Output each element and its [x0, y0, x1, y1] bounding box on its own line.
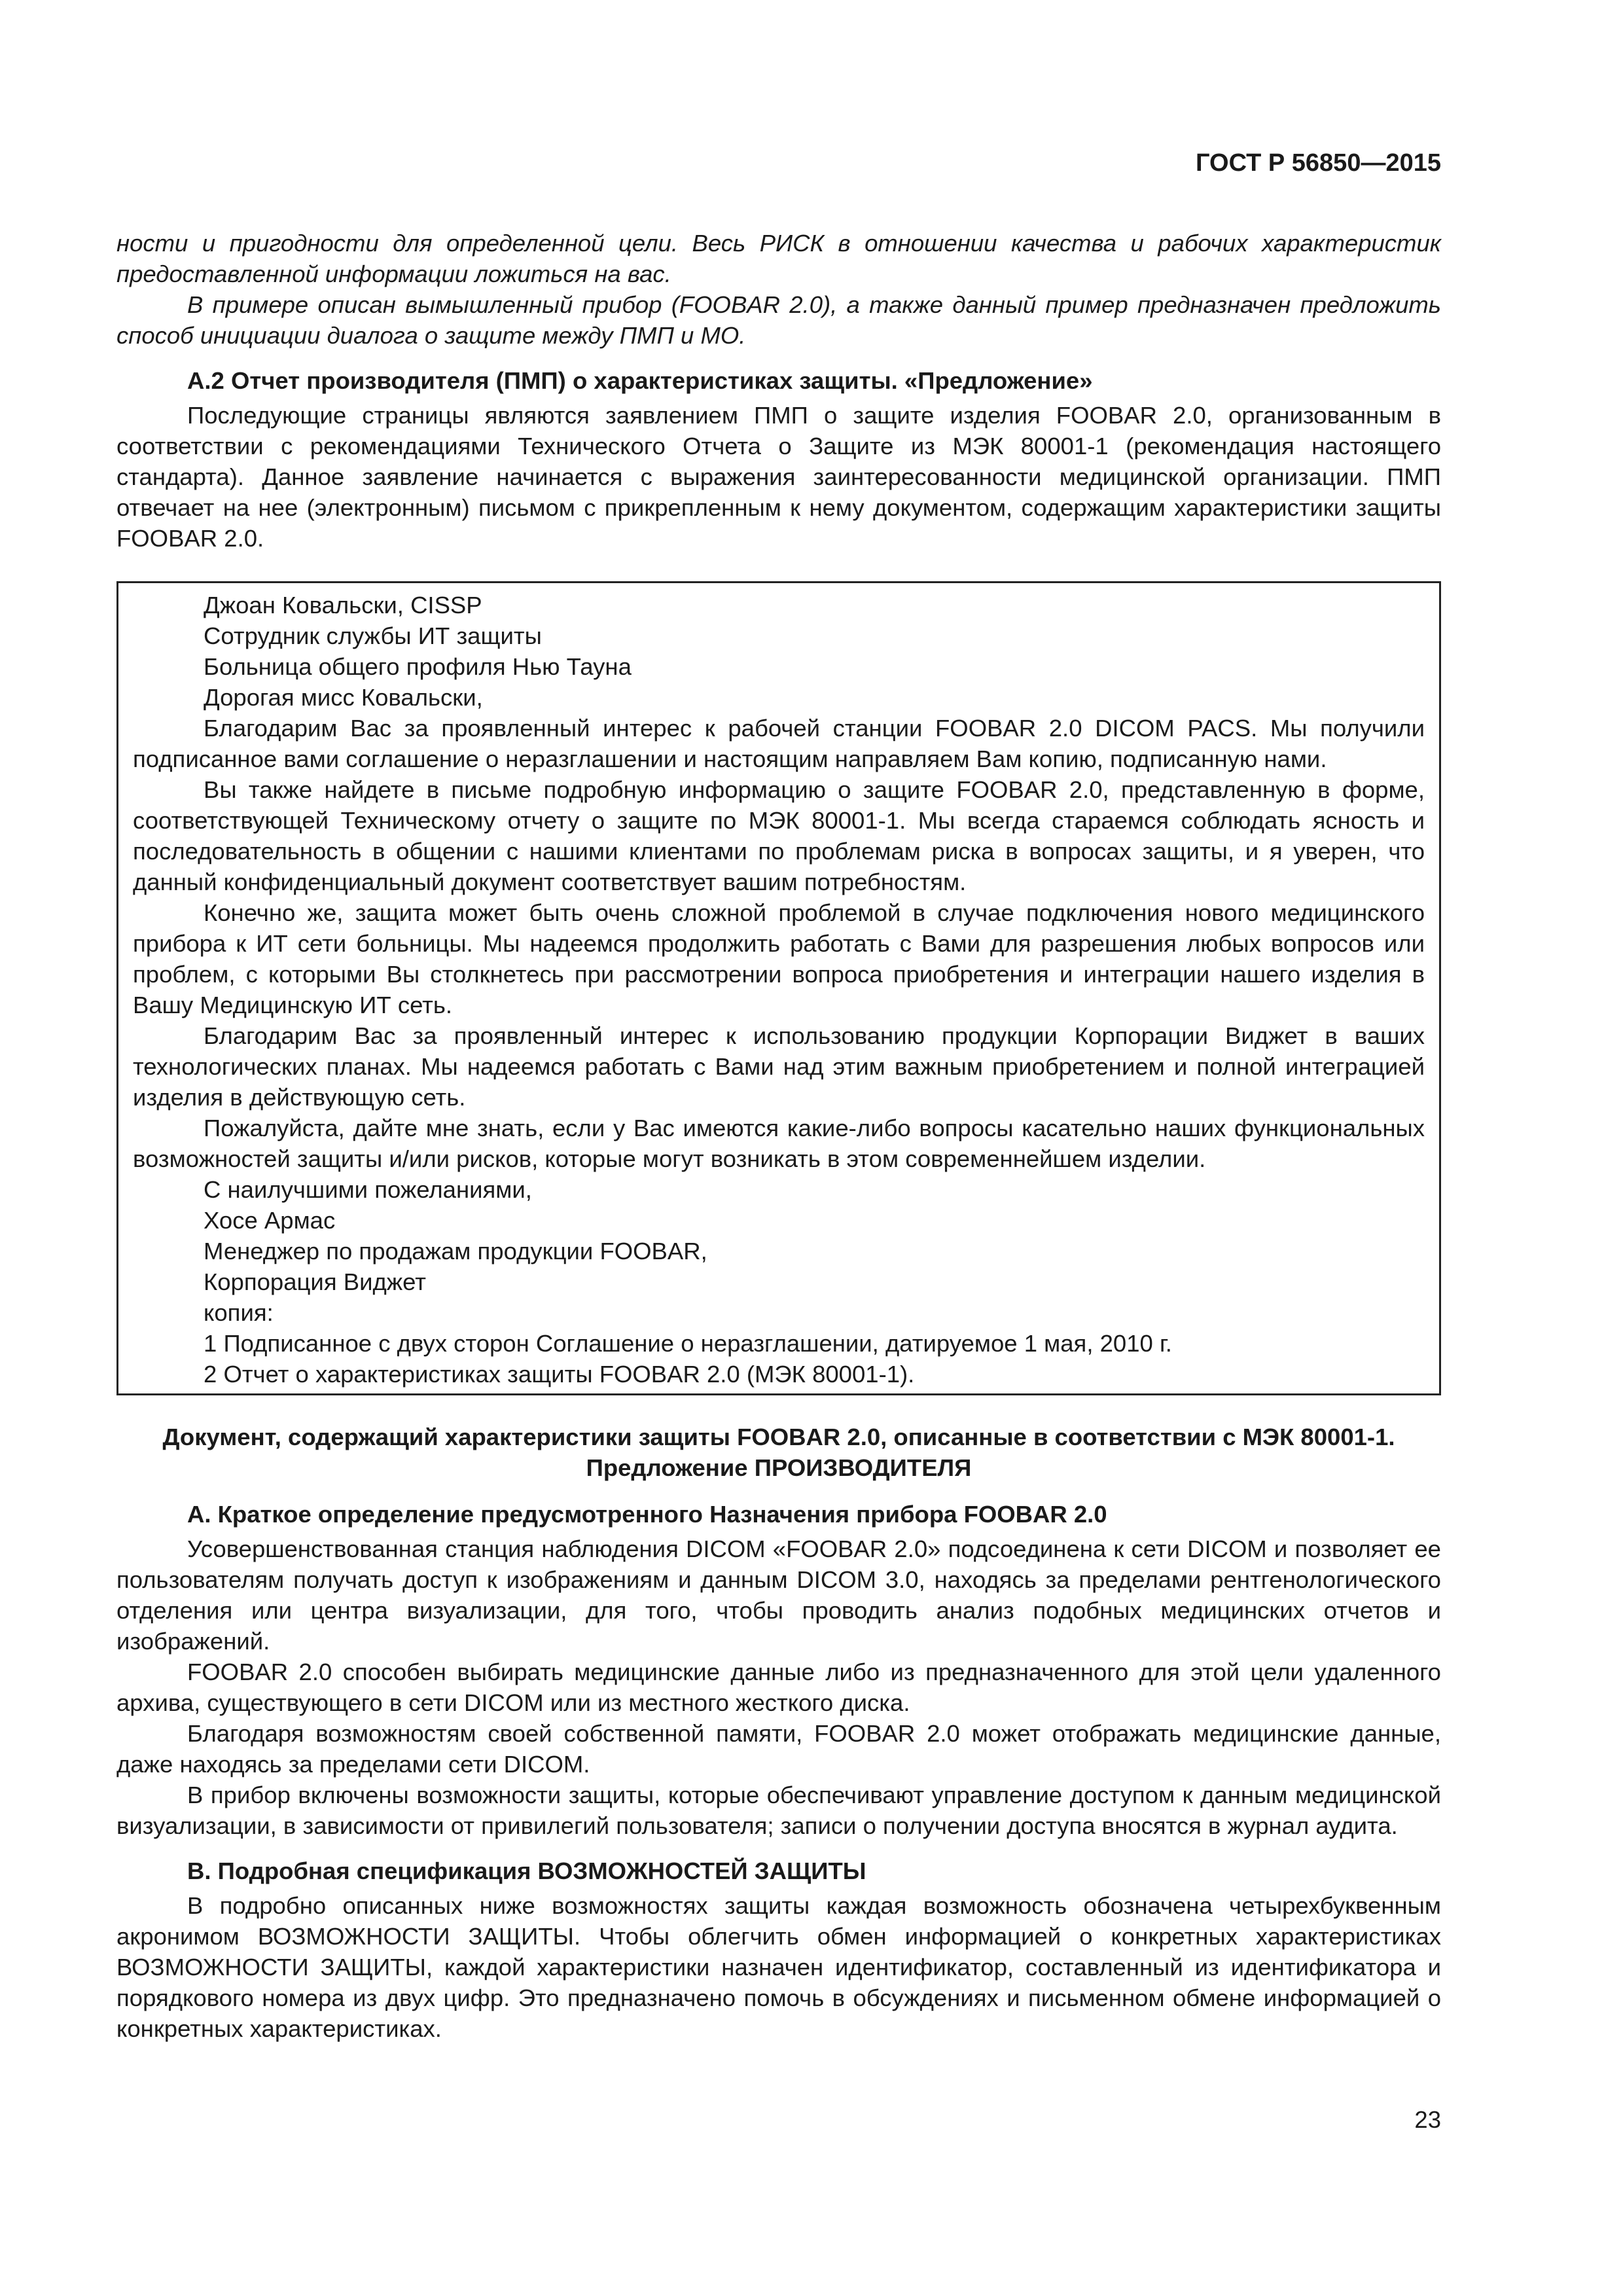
letter-addressee-name: Джоан Ковальски, CISSP: [204, 592, 482, 619]
letter-salutation: Дорогая мисс Ковальски,: [204, 684, 483, 711]
letter-copy-label: копия:: [204, 1299, 274, 1326]
letter-signature-company: Корпорация Виджет: [204, 1268, 426, 1295]
intro-paragraph-1: ности и пригодности для определенной цели. Весь РИСК в отношении качества и рабочих характеристик предоставленной информации ложиться на вас.: [116, 230, 1441, 287]
letter-signature-name: Хосе Армас: [204, 1207, 336, 1234]
section-a-paragraph-1: Усовершенствованная станция наблюдения DICOM «FOOBAR 2.0» подсоединена к сети DICOM и позволяет ее пользователям получать доступ к изображениям и данным DICOM 3.0, находясь за пределами рентгенологического отделения или центра визуализации, для того, чтобы проводить анализ подобных медицинских отчетов и изображений.: [116, 1535, 1441, 1655]
section-a2-heading: А.2 Отчет производителя (ПМП) о характеристиках защиты. «Предложение»: [187, 367, 1093, 394]
section-b-heading: B. Подробная спецификация ВОЗМОЖНОСТЕЙ ЗАЩИТЫ: [187, 1857, 866, 1884]
section-a2-paragraph: Последующие страницы являются заявлением ПМП о защите изделия FOOBAR 2.0, организованным в соответствии с рекомендациями Технического Отчета о Защите из МЭК 80001-1 (рекомендация настоящего стандарта). Данное заявление начинается с выражения заинтересованности медицинской организации. ПМП отвечает на нее (электронным) письмом с прикрепленным к нему документом, содержащим характеристики защиты FOOBAR 2.0.: [116, 402, 1441, 552]
letter-body-4: Благодарим Вас за проявленный интерес к использованию продукции Корпорации Виджет в ваших технологических планах. Мы надеемся работать с Вами над этим важным приобретением и полной интеграцией изделия в действующую сеть.: [133, 1022, 1425, 1111]
intro-paragraph-2: В примере описан вымышленный прибор (FOOBAR 2.0), а также данный пример предназначен предложить способ инициации диалога о защите между ПМП и МО.: [116, 291, 1441, 349]
section-a-paragraph-4: В прибор включены возможности защиты, которые обеспечивают управление доступом к данным медицинской визуализации, в зависимости от привилегий пользователя; записи о получении доступа вносятся в журнал аудита.: [116, 1782, 1441, 1839]
letter-box: [116, 581, 1441, 1395]
standard-header: ГОСТ Р 56850—2015: [1196, 149, 1441, 177]
document-title-line-2: Предложение ПРОИЗВОДИТЕЛЯ: [586, 1454, 972, 1481]
section-a-paragraph-3: Благодаря возможностям своей собственной памяти, FOOBAR 2.0 может отображать медицинские данные, даже находясь за пределами сети DICOM.: [116, 1720, 1441, 1778]
letter-addressee-organization: Больница общего профиля Нью Тауна: [204, 653, 632, 680]
letter-addressee-position: Сотрудник службы ИТ защиты: [204, 622, 542, 649]
letter-signature-title: Менеджер по продажам продукции FOOBAR,: [204, 1238, 707, 1265]
page-number: 23: [1414, 2106, 1441, 2133]
letter-body-5: Пожалуйста, дайте мне знать, если у Вас имеются какие-либо вопросы касательно наших функциональных возможностей защиты и/или рисков, которые могут возникать в этом современнейшем изделии.: [133, 1115, 1425, 1172]
page-content: [116, 144, 1441, 2044]
section-b-paragraph-1: В подробно описанных ниже возможностях защиты каждая возможность обозначена четырехбуквенным акронимом ВОЗМОЖНОСТИ ЗАЩИТЫ. Чтобы облегчить обмен информацией о конкретных характеристиках ВОЗМОЖНОСТИ ЗАЩИТЫ, каждой характеристики назначен идентификатор, составленный из идентификатора и порядкового номера из двух цифр. Это предназначено помочь в обсуждениях и письменном обмене информацией о конкретных характеристиках.: [116, 1892, 1441, 2042]
letter-body-3: Конечно же, защита может быть очень сложной проблемой в случае подключения нового медицинского прибора к ИТ сети больницы. Мы надеемся продолжить работать с Вами для разрешения любых вопросов или проблем, с которыми Вы столкнетесь при рассмотрении вопроса приобретения и интеграции нашего изделия в Вашу Медицинскую ИТ сеть.: [133, 899, 1425, 1018]
section-a-paragraph-2: FOOBAR 2.0 способен выбирать медицинские данные либо из предназначенного для этой цели удаленного архива, существующего в сети DICOM или из местного жесткого диска.: [116, 1659, 1441, 1716]
letter-copy-item-1: 1 Подписанное с двух сторон Соглашение о неразглашении, датируемое 1 мая, 2010 г.: [204, 1330, 1172, 1357]
section-a-heading: A. Краткое определение предусмотренного Назначения прибора FOOBAR 2.0: [187, 1501, 1107, 1528]
letter-body-1: Благодарим Вас за проявленный интерес к рабочей станции FOOBAR 2.0 DICOM PACS. Мы получили подписанное вами соглашение о неразглашении и настоящим направляем Вам копию, подписанную нами.: [133, 715, 1425, 772]
letter-copy-item-2: 2 Отчет о характеристиках защиты FOOBAR 2.0 (МЭК 80001-1).: [204, 1361, 915, 1388]
letter-closing: С наилучшими пожеланиями,: [204, 1176, 532, 1203]
letter-body-2: Вы также найдете в письме подробную информацию о защите FOOBAR 2.0, представленную в форме, соответствующей Техническому отчету о защите по МЭК 80001-1. Мы всегда стараемся соблюдать ясность и последовательность в общении с нашими клиентами по проблемам риска в вопросах защиты, и я уверен, что данный конфиденциальный документ соответствует вашим потребностям.: [133, 776, 1425, 895]
document-title-line-1: Документ, содержащий характеристики защиты FOOBAR 2.0, описанные в соответствии с МЭК 80001-1.: [162, 1424, 1395, 1450]
